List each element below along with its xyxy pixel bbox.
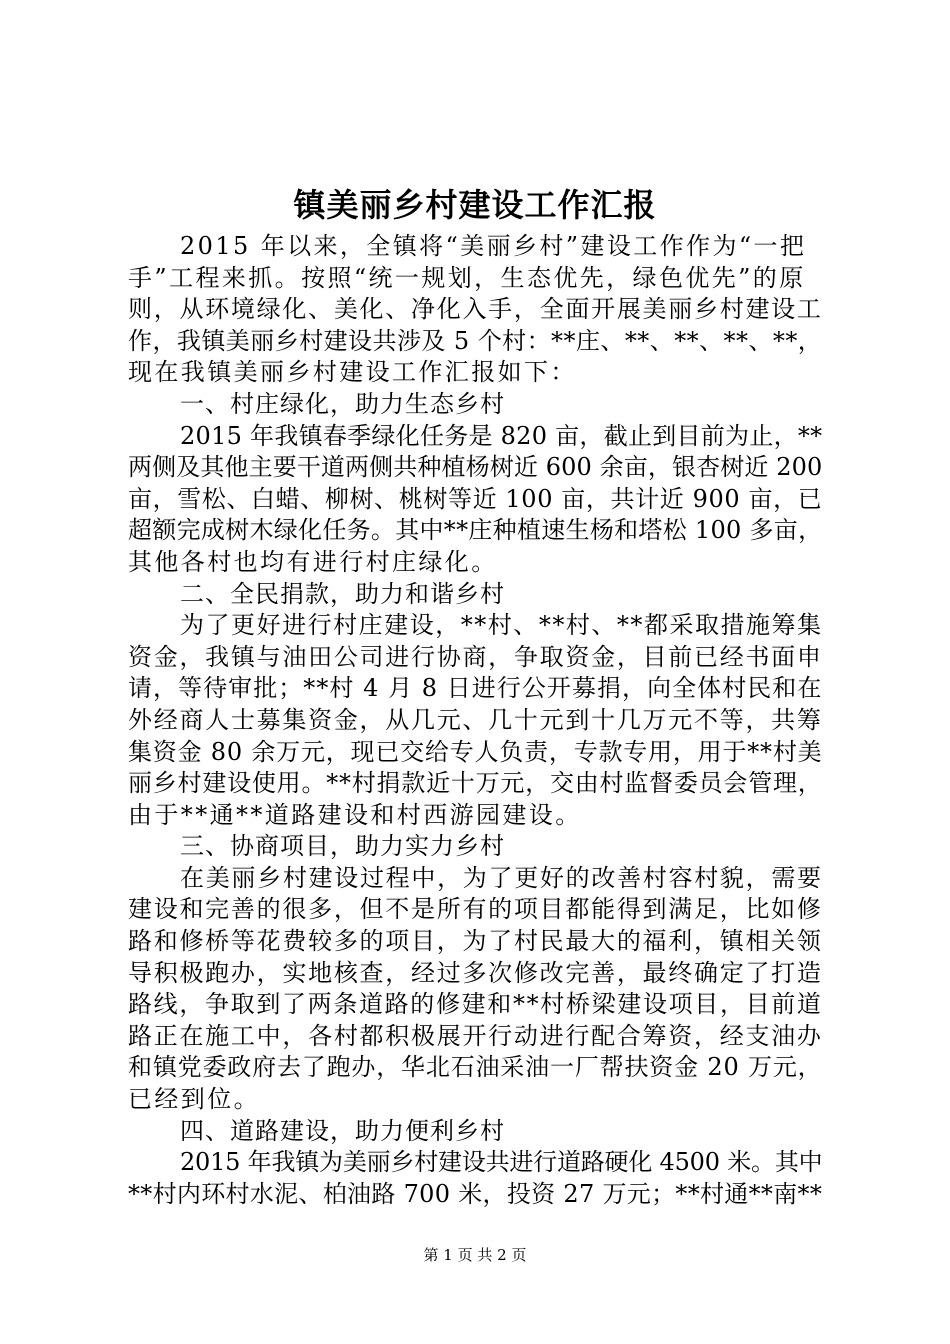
body-line: 路和修桥等花费较多的项目，为了村民最大的福利，镇相关领 (128, 927, 823, 956)
body-line: 作，我镇美丽乡村建设共涉及 5 个村：**庄、**、**、**、**， (128, 326, 823, 355)
body-line: 建设和完善的很多，但不是所有的项目都能得到满足，比如修 (128, 895, 823, 924)
body-line: 导积极跑办，实地核查，经过多次修改完善，最终确定了打造 (128, 958, 823, 987)
body-line: 路线，争取到了两条道路的修建和**村桥梁建设项目，目前道 (128, 990, 823, 1019)
body-line: 2015 年以来，全镇将“美丽乡村”建设工作作为“一把 (180, 232, 807, 260)
section-heading: 二、全民捐款，助力和谐乡村 (180, 579, 505, 608)
body-line: 其他各村也均有进行村庄绿化。 (128, 547, 498, 576)
body-line: 现在我镇美丽乡村建设工作汇报如下： (128, 358, 577, 387)
body-line: 由于**通**道路建设和村西游园建设。 (128, 800, 582, 829)
body-line: 在美丽乡村建设过程中，为了更好的改善村容村貌，需要 (180, 863, 823, 892)
body-line: **村内环村水泥、柏油路 700 米，投资 27 万元；**村通**南** (128, 1179, 823, 1208)
body-line: 为了更好进行村庄建设，**村、**村、**都采取措施筹集 (180, 611, 823, 640)
section-heading: 一、村庄绿化，助力生态乡村 (180, 389, 505, 418)
section-heading: 四、道路建设，助力便利乡村 (180, 1116, 505, 1145)
body-line: 资金，我镇与油田公司进行协商，争取资金，目前已经书面申 (128, 642, 823, 671)
document-title: 镇美丽乡村建设工作汇报 (293, 186, 657, 224)
body-line: 外经商人士募集资金，从几元、几十元到十几万元不等，共筹 (128, 705, 823, 734)
document-body (128, 231, 824, 1210)
body-line: 则，从环境绿化、美化、净化入手，全面开展美丽乡村建设工 (128, 295, 823, 324)
body-line: 亩，雪松、白蜡、柳树、桃树等近 100 亩，共计近 900 亩，已 (128, 484, 823, 513)
section-heading: 三、协商项目，助力实力乡村 (180, 832, 505, 861)
body-line: 路正在施工中，各村都积极展开行动进行配合筹资，经支油办 (128, 1021, 823, 1050)
body-line: 手”工程来抓。按照“统一规划，生态优先，绿色优先”的原 (128, 263, 806, 292)
body-line: 已经到位。 (128, 1085, 260, 1114)
body-line: 2015 年我镇为美丽乡村建设共进行道路硬化 4500 米。其中 (180, 1148, 823, 1177)
body-line: 2015 年我镇春季绿化任务是 820 亩，截止到目前为止，** (180, 421, 823, 450)
body-line: 两侧及其他主要干道两侧共种植杨树近 600 余亩，银杏树近 200 (128, 453, 823, 482)
body-line: 超额完成树木绿化任务。其中**庄种植速生杨和塔松 100 多亩， (128, 516, 823, 545)
body-line: 请，等待审批；**村 4 月 8 日进行公开募捐，向全体村民和在 (128, 674, 823, 703)
body-line: 集资金 80 余万元，现已交给专人负责，专款专用，用于**村美 (128, 737, 823, 766)
body-line: 丽乡村建设使用。**村捐款近十万元，交由村监督委员会管理， (128, 769, 823, 798)
page-footer: 第 1 页 共 2 页 (423, 1246, 527, 1264)
body-line: 和镇党委政府去了跑办，华北石油采油一厂帮扶资金 20 万元， (128, 1053, 823, 1082)
